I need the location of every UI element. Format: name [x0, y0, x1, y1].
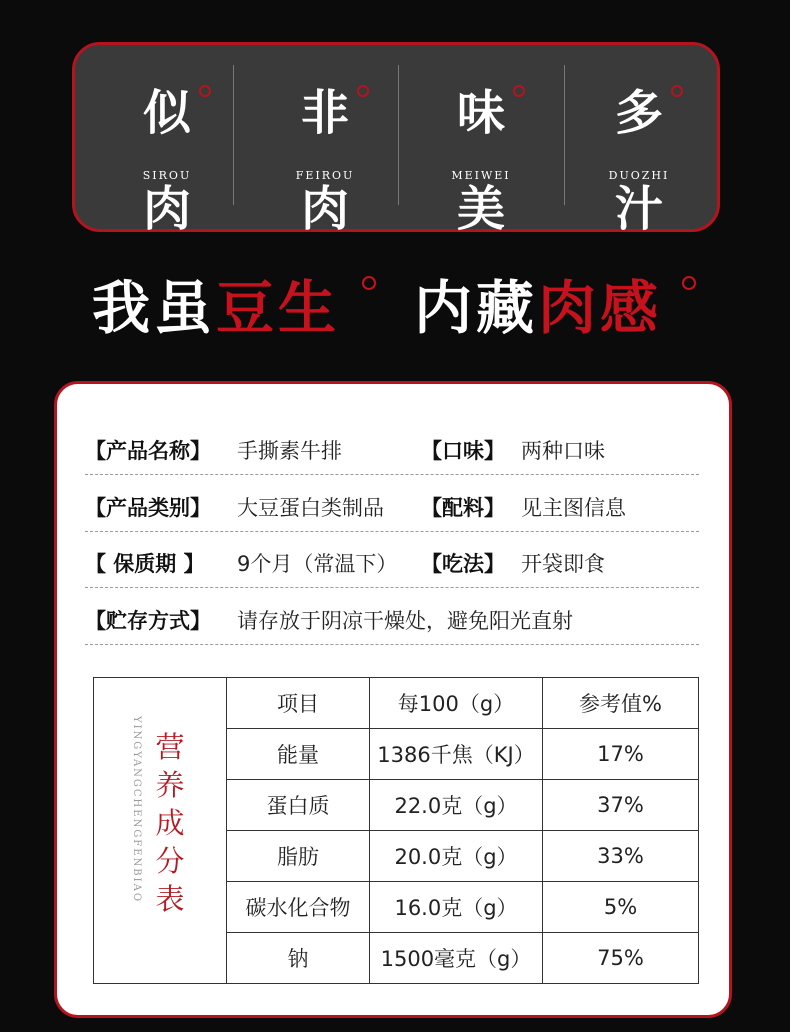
- table-cell: 5%: [543, 882, 699, 933]
- info-value: 开袋即食: [521, 552, 605, 576]
- table-cell: 碳水化合物: [227, 882, 370, 933]
- info-row-storage: [85, 604, 699, 645]
- degree-ring-icon: [357, 85, 369, 97]
- info-row-category: [85, 491, 699, 532]
- slogan-part-1: [92, 268, 340, 348]
- trait-sirou: [107, 77, 227, 237]
- table-cell: 17%: [543, 729, 699, 780]
- degree-ring-icon: [199, 85, 211, 97]
- trait-meiwei: [421, 77, 541, 237]
- info-row-name: [85, 434, 699, 475]
- trait-bottom-char: 肉: [300, 181, 349, 237]
- info-value: 手撕素牛排: [237, 439, 342, 463]
- degree-ring-icon: [682, 276, 696, 290]
- trait-pinyin: MEIWEI: [451, 169, 511, 182]
- slogan-white-text: 我虽: [92, 274, 217, 342]
- info-value: 见主图信息: [521, 496, 626, 520]
- product-info-card: [54, 381, 732, 1018]
- table-cell: 1500毫克（g）: [370, 933, 543, 984]
- trait-top-char: 非: [300, 85, 349, 141]
- slogan-part-2: [414, 268, 662, 348]
- trait-top-char: 多: [614, 85, 663, 141]
- nutrition-pinyin: YINGYANGCHENGFENBIAO: [131, 716, 142, 904]
- trait-duozhi: [579, 77, 699, 237]
- table-header-cell: 每100（g）: [370, 678, 543, 729]
- info-key: 【产品类别】: [85, 496, 211, 520]
- degree-ring-icon: [671, 85, 683, 97]
- nutrition-side-label: [94, 678, 227, 984]
- degree-ring-icon: [513, 85, 525, 97]
- table-header-cell: 项目: [227, 678, 370, 729]
- divider: [564, 65, 565, 205]
- info-value: 9个月（常温下）: [237, 552, 398, 576]
- info-value: 请存放于阴凉干燥处，避免阳光直射: [237, 609, 573, 633]
- trait-pinyin: SIROU: [142, 169, 192, 182]
- info-key: 【贮存方式】: [85, 609, 211, 633]
- trait-pinyin: FEIROU: [295, 169, 355, 182]
- table-cell: 脂肪: [227, 831, 370, 882]
- nutrition-table: [93, 677, 699, 984]
- info-key: 【吃法】: [421, 552, 505, 576]
- slogan-red-text: 豆生: [216, 274, 341, 342]
- info-key: 【 保质期 】: [85, 552, 205, 576]
- trait-top-char: 似: [142, 85, 191, 141]
- trait-pinyin: DUOZHI: [608, 169, 670, 182]
- info-key: 【口味】: [421, 439, 505, 463]
- trait-bottom-char: 肉: [142, 181, 191, 237]
- table-cell: 1386千焦（KJ）: [370, 729, 543, 780]
- info-key: 【配料】: [421, 496, 505, 520]
- table-cell: 钠: [227, 933, 370, 984]
- table-cell: 20.0克（g）: [370, 831, 543, 882]
- trait-bottom-char: 汁: [614, 181, 663, 237]
- info-value: 大豆蛋白类制品: [237, 496, 384, 520]
- table-row: [94, 678, 699, 729]
- trait-bottom-char: 美: [456, 181, 505, 237]
- nutrition-title: 营养成分表: [155, 730, 185, 916]
- table-cell: 33%: [543, 831, 699, 882]
- info-value: 两种口味: [521, 439, 605, 463]
- table-cell: 蛋白质: [227, 780, 370, 831]
- table-header-cell: 参考值%: [543, 678, 699, 729]
- table-cell: 37%: [543, 780, 699, 831]
- table-cell: 16.0克（g）: [370, 882, 543, 933]
- table-cell: 75%: [543, 933, 699, 984]
- divider: [233, 65, 234, 205]
- info-row-shelf-life: [85, 547, 699, 588]
- divider: [398, 65, 399, 205]
- feature-panel: [72, 42, 720, 237]
- slogan-red-text: 肉感: [538, 274, 663, 342]
- table-cell: 22.0克（g）: [370, 780, 543, 831]
- degree-ring-icon: [362, 276, 376, 290]
- slogan-white-text: 内藏: [414, 274, 539, 342]
- trait-top-char: 味: [456, 85, 505, 141]
- trait-feirou: [265, 77, 385, 237]
- info-key: 【产品名称】: [85, 439, 211, 463]
- table-cell: 能量: [227, 729, 370, 780]
